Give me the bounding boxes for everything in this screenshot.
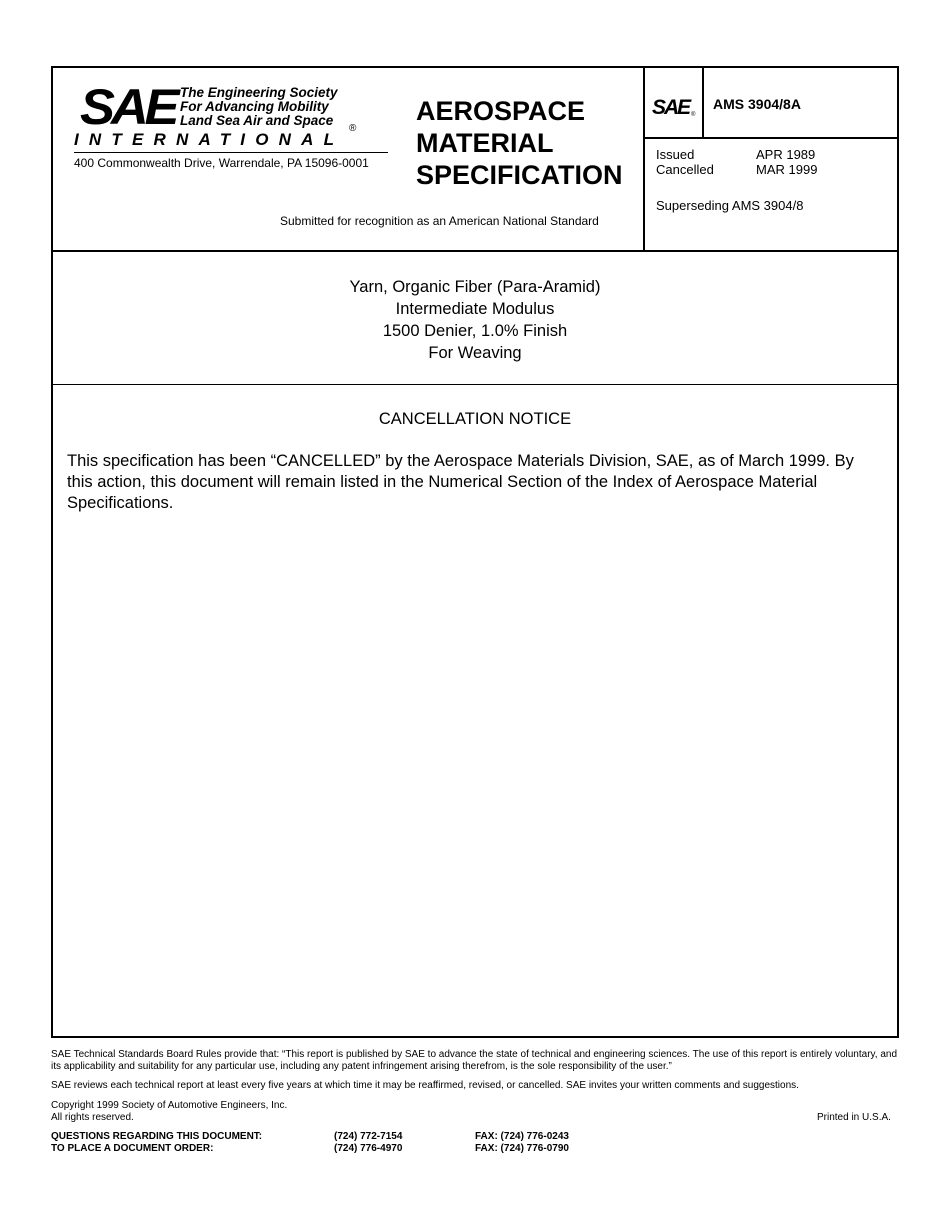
notice-heading: CANCELLATION NOTICE (378, 410, 572, 428)
questions-label: QUESTIONS REGARDING THIS DOCUMENT: (51, 1131, 263, 1142)
ansi-note: Submitted for recognition as an American National Standard (280, 214, 599, 228)
address: 400 Commonwealth Drive, Warrendale, PA 15096-0001 (74, 156, 369, 170)
footer-printed: Printed in U.S.A. (817, 1112, 891, 1123)
small-registered-mark: ® (691, 112, 696, 118)
subject-rule (53, 384, 897, 385)
sae-logo: SAE (80, 79, 176, 135)
logo-tagline: The Engineering Society For Advancing Mobility Land Sea Air and Space (180, 85, 338, 128)
notice-body: This specification has been “CANCELLED” by the Aerospace Materials Division, SAE, as of March 1999. By this action, this document will remain listed in the Numerical Section of the Index of Aerospace Material Specifications. (67, 452, 854, 512)
questions-phone: (724) 772-7154 (334, 1131, 403, 1142)
footer-rules: SAE Technical Standards Board Rules provide that: “This report is published by SAE to advance the state of technical and engineering sciences. The use of this report is entirely voluntary, and its applicability and suitability for any particular use, including any patent infringement arising therefrom, is the sole responsibility of the user.” (51, 1049, 898, 1072)
questions-fax: FAX: (724) 776-0243 (475, 1131, 569, 1142)
document-frame (51, 66, 899, 1038)
issued-date: APR 1989 (756, 147, 816, 162)
footer-review: SAE reviews each technical report at least every five years at which time it may be reaffirmed, revised, or cancelled. SAE invites your written comments and suggestions. (51, 1080, 799, 1091)
order-fax: FAX: (724) 776-0790 (475, 1143, 569, 1154)
footer-rights: All rights reserved. (51, 1112, 134, 1123)
logo-rule (74, 152, 388, 153)
logo-box-divider (702, 68, 704, 138)
registered-mark: ® (349, 123, 357, 134)
order-phone: (724) 776-4970 (334, 1143, 403, 1154)
document-type-title: AEROSPACE MATERIAL SPECIFICATION (416, 96, 623, 190)
document-number: AMS 3904/8A (713, 96, 801, 112)
header-divider (643, 68, 645, 251)
header-rule (53, 250, 897, 252)
order-label: TO PLACE A DOCUMENT ORDER: (51, 1143, 214, 1154)
cancelled-label: Cancelled (656, 162, 714, 177)
small-sae-logo: SAE (652, 96, 690, 119)
document-subject: Yarn, Organic Fiber (Para-Aramid) Intermediate Modulus 1500 Denier, 1.0% Finish For Weaving (349, 278, 601, 362)
docnum-rule (643, 137, 897, 139)
cancelled-date: MAR 1999 (756, 162, 818, 177)
issued-label: Issued (656, 147, 695, 162)
superseding-note: Superseding AMS 3904/8 (656, 198, 804, 213)
logo-international: INTERNATIONAL (74, 130, 345, 149)
footer-copyright: Copyright 1999 Society of Automotive Engineers, Inc. (51, 1100, 288, 1111)
